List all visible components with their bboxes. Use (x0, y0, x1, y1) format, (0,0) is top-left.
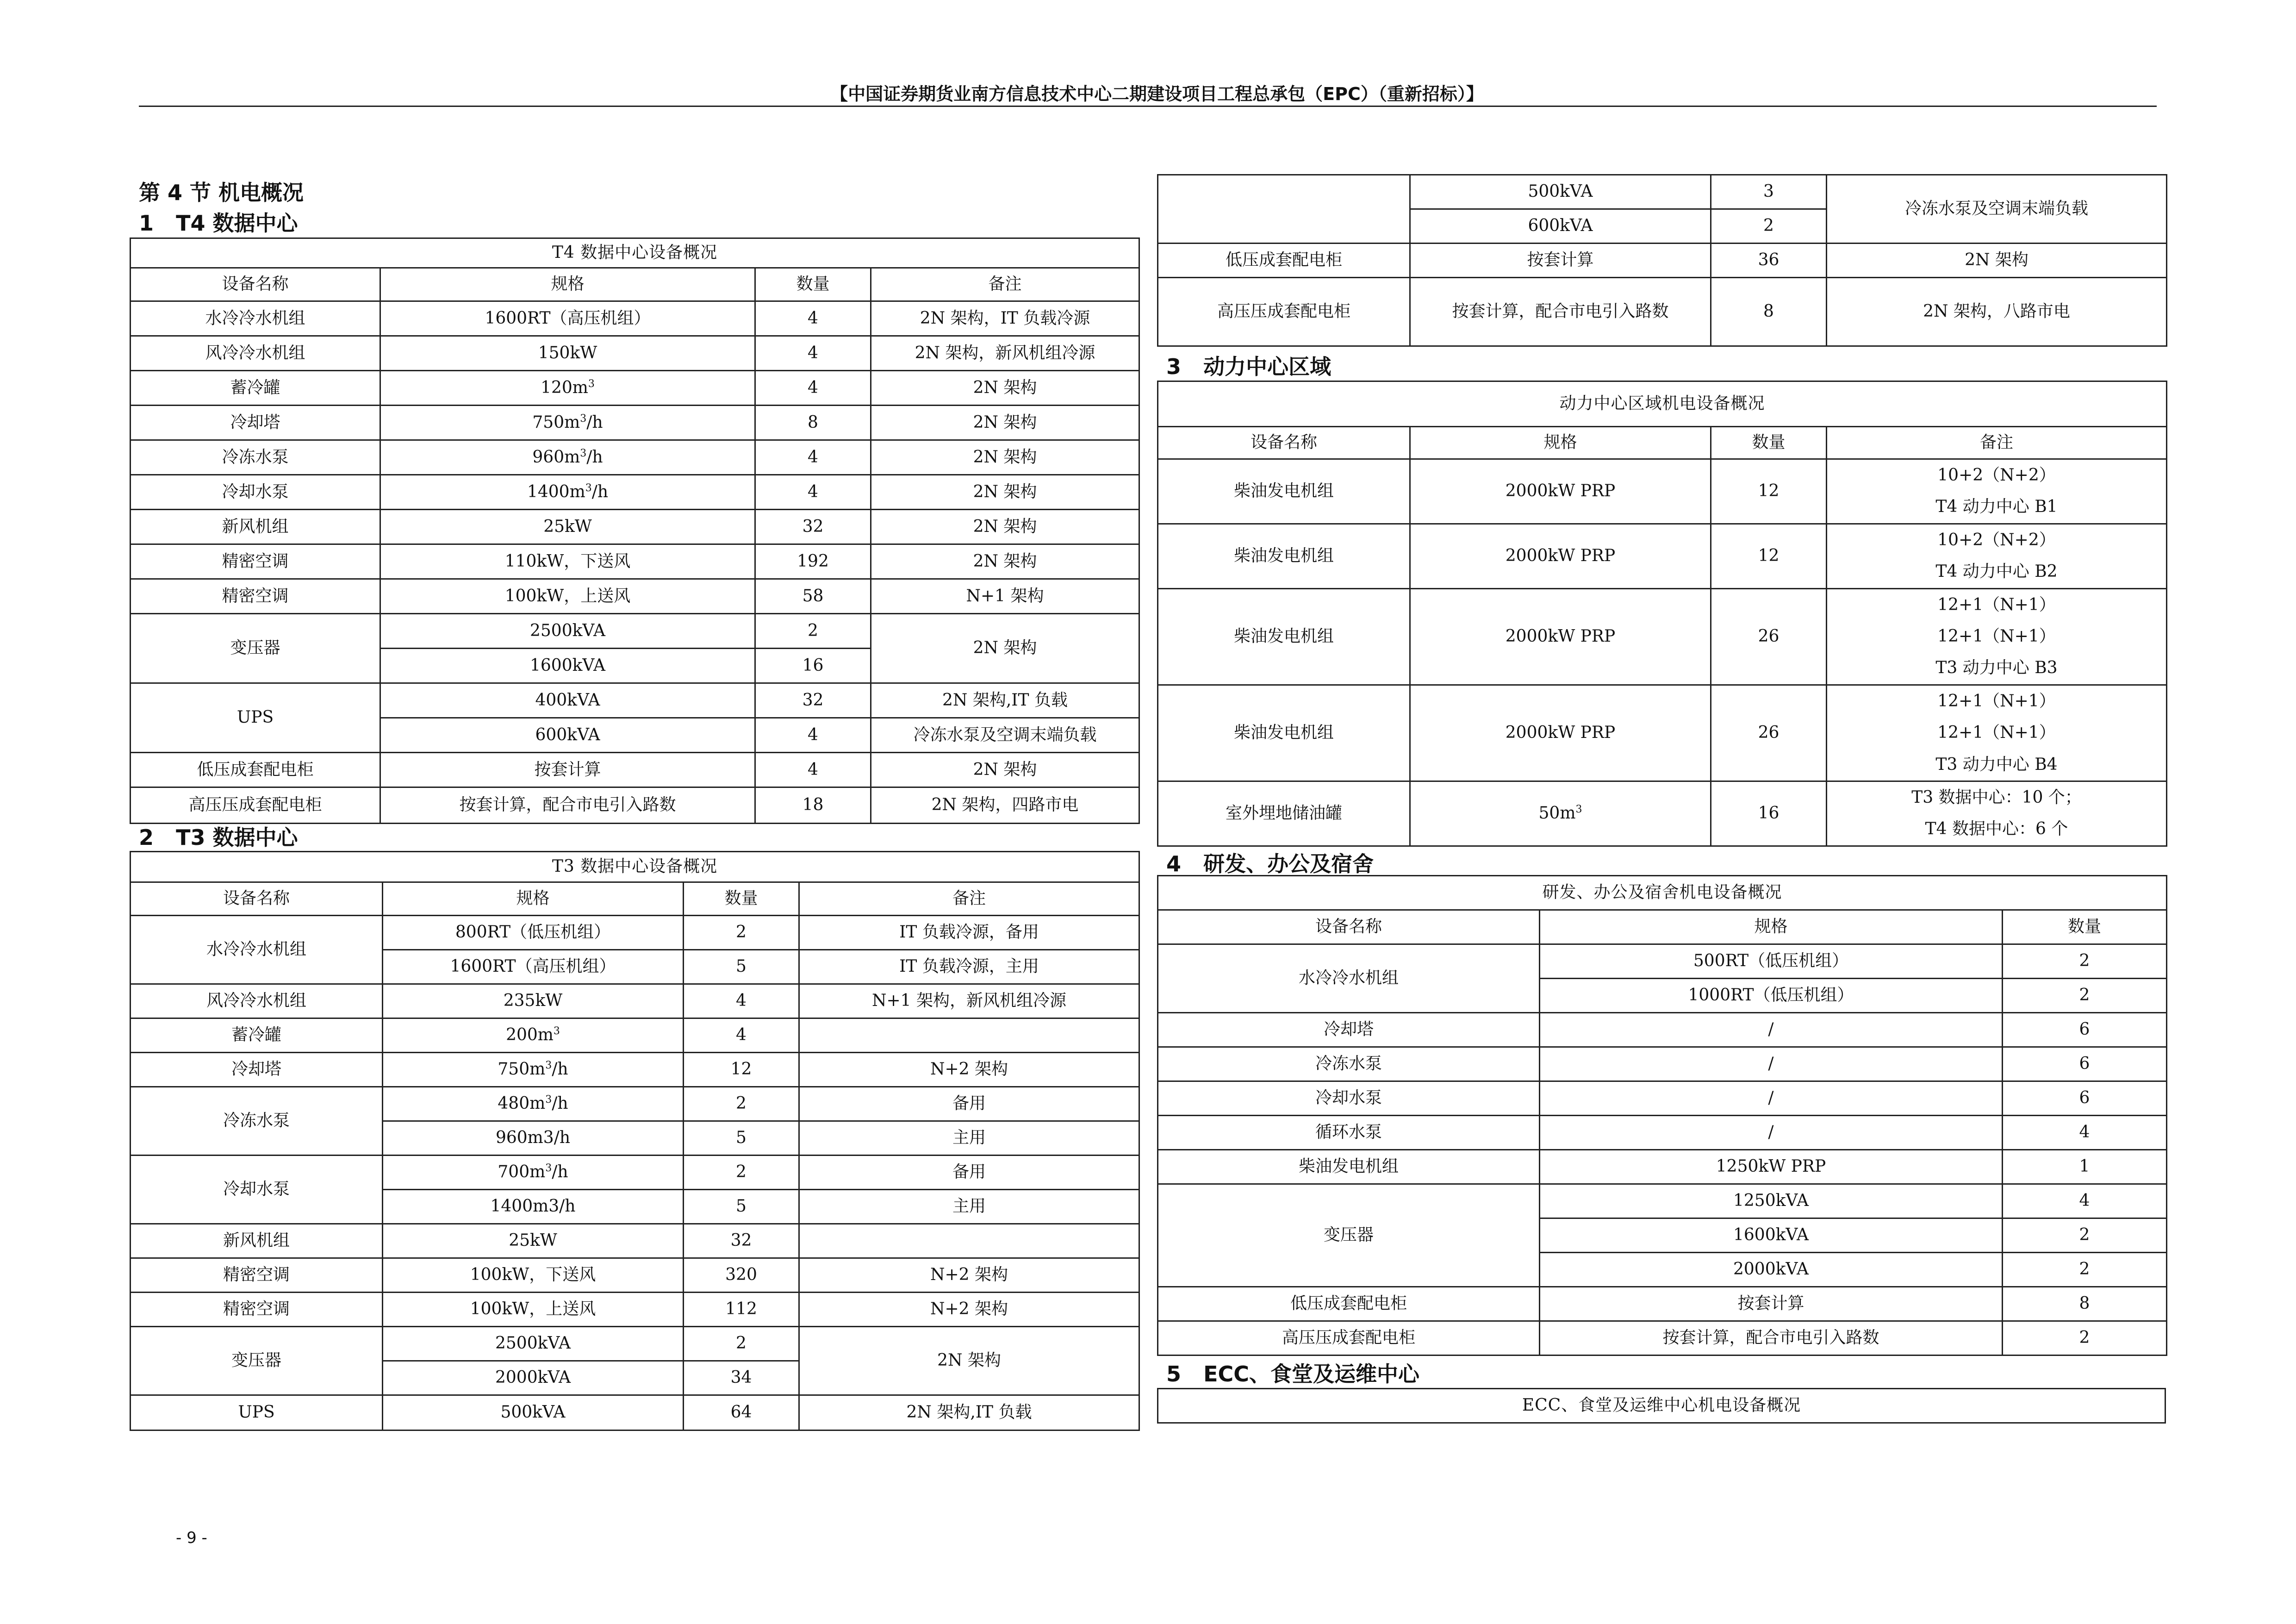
cell: 26 (1711, 685, 1827, 781)
cell: 112 (684, 1293, 799, 1327)
cell: 500RT（低压机组） (1540, 944, 2003, 979)
heading-text: ECC、食堂及运维中心 (1203, 1362, 1420, 1387)
table-row (131, 1018, 1139, 1053)
heading-power-center (1166, 350, 1331, 381)
cell: 960m3/h (383, 1121, 684, 1156)
cell: 100kW，上送风 (380, 579, 755, 614)
cell: 高压压成套配电柜 (131, 787, 380, 824)
table-row (1158, 1081, 2167, 1116)
table-row (1158, 944, 2167, 979)
table-header-row (1158, 427, 2167, 459)
cell: 高压压成套配电柜 (1158, 1321, 1540, 1355)
cell: / (1540, 1116, 2003, 1150)
cell: 1000RT（低压机组） (1540, 979, 2003, 1013)
cell: 柴油发电机组 (1158, 685, 1410, 781)
cell: 主用 (799, 1190, 1139, 1224)
cell: 低压成套配电柜 (1158, 244, 1410, 278)
cell: 2 (684, 1087, 799, 1121)
cell: 192 (755, 544, 871, 579)
cell: 水冷冷水机组 (131, 916, 383, 984)
cell: 4 (755, 718, 871, 753)
t3-equipment-table (130, 851, 1140, 1431)
cell: 1600kVA (1540, 1218, 2003, 1253)
cell: 2N 架构 (871, 440, 1139, 475)
cell: IT 负载冷源，备用 (799, 916, 1139, 950)
header-divider (139, 106, 2157, 107)
cell: 2N 架构 (871, 371, 1139, 406)
cell: / (1540, 1047, 2003, 1081)
col-header: 规格 (1410, 427, 1711, 459)
heading-office (1166, 847, 1374, 878)
heading-text: 研发、办公及宿舍 (1203, 851, 1374, 876)
cell (1158, 175, 1410, 244)
table-row (131, 371, 1139, 406)
cell: / (1540, 1081, 2003, 1116)
heading-t4 (139, 206, 298, 237)
cell: 精密空调 (131, 1258, 383, 1293)
cell: 低压成套配电柜 (1158, 1287, 1540, 1321)
power-center-table (1157, 381, 2167, 847)
table-row (1158, 1047, 2167, 1081)
cell: UPS (131, 683, 380, 753)
cell: 8 (2003, 1287, 2167, 1321)
cell: 1 (2003, 1150, 2167, 1184)
cell: 冷却水泵 (1158, 1081, 1540, 1116)
table-row (131, 510, 1139, 544)
cell: 按套计算 (380, 753, 755, 787)
cell: 4 (755, 301, 871, 336)
table-row (131, 1327, 1139, 1361)
table-row (131, 579, 1139, 614)
cell: 柴油发电机组 (1158, 1150, 1540, 1184)
cell: 2N 架构，八路市电 (1827, 278, 2167, 346)
cell: 2 (684, 1156, 799, 1190)
cell: 1250kVA (1540, 1184, 2003, 1218)
cell: 26 (1711, 588, 1827, 685)
col-header: 备注 (799, 882, 1139, 916)
table-caption: 研发、办公及宿舍机电设备概况 (1158, 876, 2167, 910)
cell: 2000kVA (383, 1361, 684, 1395)
table-row (1158, 1013, 2167, 1047)
cell: 2 (2003, 944, 2167, 979)
cell: 2000kW PRP (1410, 685, 1711, 781)
table-header-row (131, 268, 1139, 301)
cell: 4 (684, 984, 799, 1018)
cell: 25kW (380, 510, 755, 544)
table-row (131, 916, 1139, 950)
cell: 2000kW PRP (1410, 524, 1711, 588)
cell: 4 (684, 1018, 799, 1053)
cell: 水冷冷水机组 (131, 301, 380, 336)
col-header: 备注 (871, 268, 1139, 301)
cell: 2N 架构 (871, 544, 1139, 579)
cell: 600kVA (1410, 209, 1711, 244)
cell: 按套计算 (1410, 244, 1711, 278)
table-caption: ECC、食堂及运维中心机电设备概况 (1158, 1389, 2165, 1423)
cell: 235kW (383, 984, 684, 1018)
cell: 按套计算，配合市电引入路数 (1540, 1321, 2003, 1355)
cell: 2 (2003, 1218, 2167, 1253)
cell: / (1540, 1013, 2003, 1047)
col-header: 数量 (2003, 910, 2167, 944)
cell: 25kW (383, 1224, 684, 1258)
table-row (131, 683, 1139, 718)
cell: 110kW，下送风 (380, 544, 755, 579)
cell: 32 (684, 1224, 799, 1258)
heading-number: 1 (139, 211, 154, 236)
cell: 备用 (799, 1087, 1139, 1121)
cell: 冷冻水泵 (131, 440, 380, 475)
cell: 4 (755, 475, 871, 510)
table-row (131, 753, 1139, 787)
col-header: 设备名称 (131, 882, 383, 916)
table-row (131, 1293, 1139, 1327)
heading-t3 (139, 821, 298, 851)
cell: 冷冻水泵及空调末端负载 (1827, 175, 2167, 244)
cell: 4 (2003, 1184, 2167, 1218)
cell: 2N 架构，IT 负载冷源 (871, 301, 1139, 336)
table-row (1158, 278, 2167, 346)
table-row (131, 984, 1139, 1018)
heading-text: T4 数据中心 (176, 211, 298, 236)
cell: 变压器 (131, 614, 380, 683)
col-header: 数量 (1711, 427, 1827, 459)
cell: 变压器 (1158, 1184, 1540, 1287)
cell: 2000kVA (1540, 1253, 2003, 1287)
cell: 1600RT（高压机组） (380, 301, 755, 336)
heading-text: 动力中心区域 (1203, 354, 1332, 379)
table-row (1158, 588, 2167, 685)
t3-continued-table (1157, 174, 2167, 347)
cell: 16 (755, 649, 871, 683)
cell: 2N 架构 (871, 753, 1139, 787)
table-row (131, 614, 1139, 649)
cell: 6 (2003, 1013, 2167, 1047)
cell: N+1 架构 (871, 579, 1139, 614)
cell: 变压器 (131, 1327, 383, 1395)
cell: 600kVA (380, 718, 755, 753)
cell: 2N 架构 (871, 406, 1139, 440)
cell: 2 (1711, 209, 1827, 244)
col-header: 备注 (1827, 427, 2167, 459)
cell: 2N 架构 (871, 475, 1139, 510)
table-row (1158, 244, 2167, 278)
heading-text: T3 数据中心 (176, 825, 298, 850)
table-row (1158, 1116, 2167, 1150)
col-header: 规格 (383, 882, 684, 916)
cell: $750m^3/h$ (383, 1053, 684, 1087)
col-header: 规格 (380, 268, 755, 301)
cell: 12 (1711, 524, 1827, 588)
office-equipment-table (1157, 875, 2167, 1356)
page-header: 【中国证券期货业南方信息技术中心二期建设项目工程总承包（EPC）（重新招标）】 (830, 84, 1484, 104)
cell: 精密空调 (131, 579, 380, 614)
col-header: 规格 (1540, 910, 2003, 944)
cell: 1600kVA (380, 649, 755, 683)
cell: 冷却水泵 (131, 1156, 383, 1224)
cell: 2500kVA (380, 614, 755, 649)
cell: $700m^3/h$ (383, 1156, 684, 1190)
cell (799, 1224, 1139, 1258)
heading-number: 2 (139, 825, 154, 850)
table-row (1158, 459, 2167, 524)
cell: $960m^3/h$ (380, 440, 755, 475)
cell: 蓄冷罐 (131, 1018, 383, 1053)
cell: 1400m3/h (383, 1190, 684, 1224)
cell: 4 (755, 336, 871, 371)
cell: 18 (755, 787, 871, 824)
cell: 按套计算，配合市电引入路数 (1410, 278, 1711, 346)
section-title: 第 4 节 机电概况 (139, 180, 304, 205)
cell: 高压压成套配电柜 (1158, 278, 1410, 346)
cell: 100kW，下送风 (383, 1258, 684, 1293)
cell: $50m^3$ (1410, 781, 1711, 846)
cell: 64 (684, 1395, 799, 1430)
table-row (131, 475, 1139, 510)
cell: 400kVA (380, 683, 755, 718)
cell: 32 (755, 510, 871, 544)
col-header: 设备名称 (131, 268, 380, 301)
cell (799, 1018, 1139, 1053)
cell: 风冷冷水机组 (131, 336, 380, 371)
cell: 低压成套配电柜 (131, 753, 380, 787)
cell: 4 (755, 371, 871, 406)
cell: 2 (2003, 1321, 2167, 1355)
cell: 新风机组 (131, 510, 380, 544)
table-row (1158, 1184, 2167, 1218)
cell: 2N 架构,IT 负载 (799, 1395, 1139, 1430)
cell: 新风机组 (131, 1224, 383, 1258)
cell: $1400m^3/h$ (380, 475, 755, 510)
table-row (131, 1156, 1139, 1190)
table-row (131, 440, 1139, 475)
heading-number: 5 (1166, 1362, 1182, 1387)
heading-number: 3 (1166, 354, 1182, 379)
cell: 2N 架构 (871, 510, 1139, 544)
cell: 5 (684, 1121, 799, 1156)
cell: 冷却水泵 (131, 475, 380, 510)
table-row (131, 1224, 1139, 1258)
cell: 精密空调 (131, 544, 380, 579)
table-row (131, 1087, 1139, 1121)
cell: N+2 架构 (799, 1293, 1139, 1327)
table-caption: T3 数据中心设备概况 (131, 852, 1139, 882)
cell: 1250kW PRP (1540, 1150, 2003, 1184)
t4-equipment-table (130, 237, 1140, 824)
cell: 34 (684, 1361, 799, 1395)
cell: 10+2（N+2） T4 动力中心 B2 (1827, 524, 2167, 588)
table-row (1158, 685, 2167, 781)
cell: 水冷冷水机组 (1158, 944, 1540, 1013)
col-header: 数量 (755, 268, 871, 301)
cell: 2N 架构 (871, 614, 1139, 683)
cell: 2N 架构 (799, 1327, 1139, 1395)
cell: 2000kW PRP (1410, 459, 1711, 524)
cell: 32 (755, 683, 871, 718)
cell: $200m^3$ (383, 1018, 684, 1053)
table-row (131, 336, 1139, 371)
cell: 2 (2003, 1253, 2167, 1287)
cell: 冷却塔 (131, 1053, 383, 1087)
cell: N+2 架构 (799, 1258, 1139, 1293)
col-header: 设备名称 (1158, 910, 1540, 944)
cell: 柴油发电机组 (1158, 588, 1410, 685)
table-row (1158, 1287, 2167, 1321)
cell: 按套计算 (1540, 1287, 2003, 1321)
table-row (131, 406, 1139, 440)
cell: 2 (684, 916, 799, 950)
table-row (131, 301, 1139, 336)
cell: 2N 架构，四路市电 (871, 787, 1139, 824)
cell: 2500kVA (383, 1327, 684, 1361)
cell: $120m^3$ (380, 371, 755, 406)
table-row (131, 544, 1139, 579)
cell: $480m^3/h$ (383, 1087, 684, 1121)
table-row (1158, 175, 2167, 209)
cell: 6 (2003, 1081, 2167, 1116)
cell: 6 (2003, 1047, 2167, 1081)
cell: 冷冻水泵 (1158, 1047, 1540, 1081)
cell: UPS (131, 1395, 383, 1430)
cell: N+2 架构 (799, 1053, 1139, 1087)
cell: 5 (684, 1190, 799, 1224)
cell: 150kW (380, 336, 755, 371)
cell: $750m^3/h$ (380, 406, 755, 440)
ecc-equipment-table (1157, 1388, 2166, 1424)
table-row (131, 1258, 1139, 1293)
cell: 10+2（N+2） T4 动力中心 B1 (1827, 459, 2167, 524)
cell: 3 (1711, 175, 1827, 209)
cell: 2 (755, 614, 871, 649)
cell: 1600RT（高压机组） (383, 950, 684, 984)
cell: 16 (1711, 781, 1827, 846)
cell: 500kVA (1410, 175, 1711, 209)
table-row (131, 787, 1139, 824)
table-header-row (1158, 910, 2167, 944)
table-header-row (131, 882, 1139, 916)
heading-number: 4 (1166, 851, 1182, 876)
cell: 12 (1711, 459, 1827, 524)
cell: N+1 架构，新风机组冷源 (799, 984, 1139, 1018)
cell: 4 (2003, 1116, 2167, 1150)
cell: 柴油发电机组 (1158, 459, 1410, 524)
cell: 按套计算，配合市电引入路数 (380, 787, 755, 824)
cell: 备用 (799, 1156, 1139, 1190)
table-caption: T4 数据中心设备概况 (131, 238, 1139, 268)
cell: 100kW，上送风 (383, 1293, 684, 1327)
table-row (131, 1053, 1139, 1087)
cell: 2 (684, 1327, 799, 1361)
heading-ecc (1166, 1357, 1419, 1388)
cell: 320 (684, 1258, 799, 1293)
table-row (1158, 524, 2167, 588)
col-header: 设备名称 (1158, 427, 1410, 459)
table-row (131, 1395, 1139, 1430)
cell: 4 (755, 753, 871, 787)
cell: 12+1（N+1） 12+1（N+1） T3 动力中心 B3 (1827, 588, 2167, 685)
cell: 8 (755, 406, 871, 440)
cell: 2 (2003, 979, 2167, 1013)
cell: 2N 架构 (1827, 244, 2167, 278)
cell: 冷冻水泵 (131, 1087, 383, 1156)
cell: 冷冻水泵及空调末端负载 (871, 718, 1139, 753)
table-caption: 动力中心区域机电设备概况 (1158, 381, 2167, 427)
cell: 8 (1711, 278, 1827, 346)
cell: 12 (684, 1053, 799, 1087)
cell: 冷却塔 (1158, 1013, 1540, 1047)
cell: 500kVA (383, 1395, 684, 1430)
cell: 主用 (799, 1121, 1139, 1156)
cell: 36 (1711, 244, 1827, 278)
cell: IT 负载冷源，主用 (799, 950, 1139, 984)
table-row (1158, 781, 2167, 846)
cell: 12+1（N+1） 12+1（N+1） T3 动力中心 B4 (1827, 685, 2167, 781)
col-header: 数量 (684, 882, 799, 916)
cell: 蓄冷罐 (131, 371, 380, 406)
table-row (1158, 1321, 2167, 1355)
table-row (1158, 1150, 2167, 1184)
cell: 58 (755, 579, 871, 614)
cell: 柴油发电机组 (1158, 524, 1410, 588)
cell: 循环水泵 (1158, 1116, 1540, 1150)
cell: 2000kW PRP (1410, 588, 1711, 685)
cell: 2N 架构,IT 负载 (871, 683, 1139, 718)
cell: T3 数据中心：10 个； T4 数据中心：6 个 (1827, 781, 2167, 846)
cell: 800RT（低压机组） (383, 916, 684, 950)
cell: 5 (684, 950, 799, 984)
cell: 精密空调 (131, 1293, 383, 1327)
page-number: - 9 - (176, 1529, 207, 1547)
cell: 冷却塔 (131, 406, 380, 440)
cell: 2N 架构，新风机组冷源 (871, 336, 1139, 371)
cell: 风冷冷水机组 (131, 984, 383, 1018)
cell: 室外埋地储油罐 (1158, 781, 1410, 846)
cell: 4 (755, 440, 871, 475)
